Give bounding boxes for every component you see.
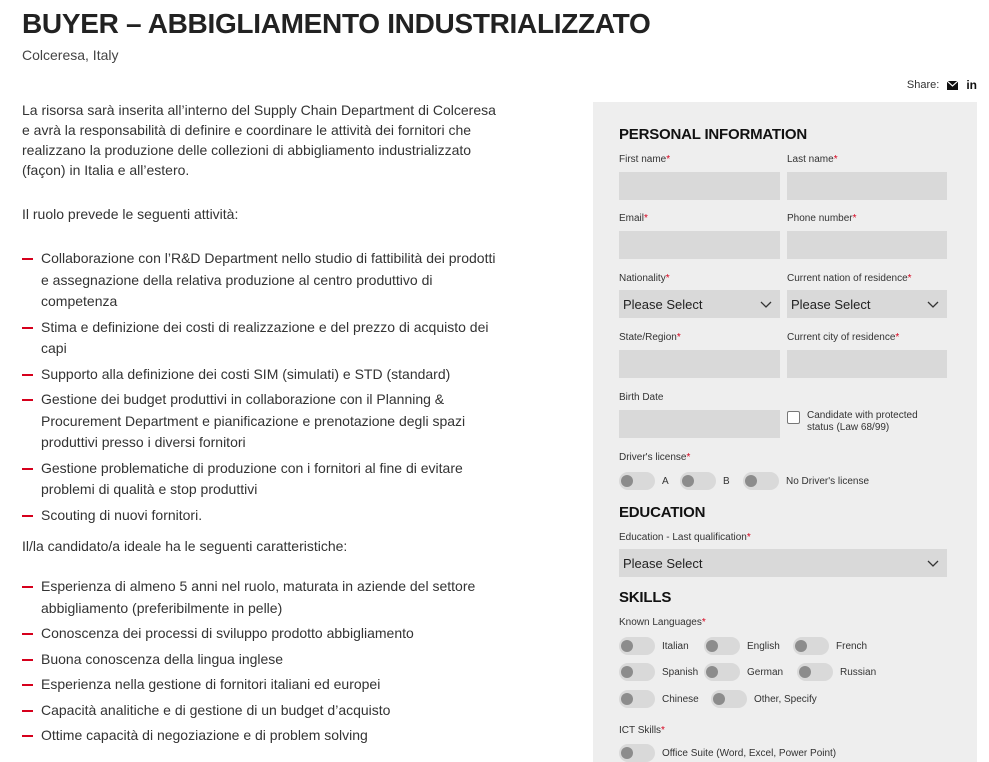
personal-info-heading: PERSONAL INFORMATION: [619, 126, 807, 143]
linkedin-icon[interactable]: in: [966, 78, 977, 92]
license-option: B: [680, 472, 743, 490]
first-name-label: First name*: [619, 154, 671, 165]
education-select[interactable]: [619, 549, 947, 577]
birth-date-label: Birth Date: [619, 392, 664, 403]
license-options: [619, 472, 869, 490]
phone-label: Phone number*: [787, 213, 857, 224]
license-b-toggle[interactable]: [680, 472, 716, 490]
language-option: Russian: [797, 663, 876, 681]
requirements-list: [22, 576, 502, 747]
protected-status: [787, 410, 932, 434]
city-label: Current city of residence*: [787, 332, 900, 343]
envelope-icon[interactable]: [947, 81, 958, 90]
email-input[interactable]: [619, 231, 780, 259]
protected-status-checkbox[interactable]: [787, 411, 800, 424]
city-input[interactable]: [787, 350, 947, 378]
page-title: BUYER – ABBIGLIAMENTO INDUSTRIALIZZATO: [22, 8, 651, 39]
ict-row: [619, 744, 836, 762]
job-location: Colceresa, Italy: [22, 47, 119, 63]
nationality-select[interactable]: [619, 290, 780, 318]
list-item: Supporto alla definizione dei costi SIM (simulati) e STD (standard): [22, 364, 502, 386]
languages-label: Known Languages*: [619, 617, 706, 628]
languages-row: [619, 663, 876, 681]
list-item: Stima e definizione dei costi di realizzazione e del prezzo di acquisto dei capi: [22, 317, 502, 360]
list-item: Esperienza di almeno 5 anni nel ruolo, maturata in aziende del settore abbigliamento (preferibilmente in pelle): [22, 576, 502, 619]
license-label: Driver's license*: [619, 452, 691, 463]
education-label: Education - Last qualification*: [619, 532, 751, 543]
nationality-value: Please Select: [623, 296, 703, 312]
education-heading: EDUCATION: [619, 504, 706, 521]
language-option: Italian: [619, 637, 704, 655]
list-item: Gestione problematiche di produzione con i fornitori al fine di evitare problemi di qualità e stop produttivi: [22, 458, 502, 501]
protected-status-label: Candidate with protected status (Law 68/99): [807, 410, 918, 433]
nationality-label: Nationality*: [619, 273, 670, 284]
last-name-input[interactable]: [787, 172, 947, 200]
residence-nation-label: Current nation of residence*: [787, 273, 912, 284]
language-option: French: [793, 637, 867, 655]
other-language-toggle[interactable]: [711, 690, 747, 708]
spanish-toggle[interactable]: [619, 663, 655, 681]
email-label: Email*: [619, 213, 648, 224]
language-option: English: [704, 637, 793, 655]
language-option: Other, Specify: [711, 690, 817, 708]
chevron-down-icon: [760, 301, 772, 308]
license-option: No Driver's license: [743, 472, 869, 490]
list-item: Capacità analitiche e di gestione di un budget d’acquisto: [22, 700, 502, 722]
phone-input[interactable]: [787, 231, 947, 259]
intro-paragraph: La risorsa sarà inserita all’interno del Supply Chain Department di Colceresa e avrà la responsabilità di definire e coordinare le attività dei fornitori che realizzano la produzione delle collezioni di abbigliamento industrializzato (façon) in Italia e all’estero.: [22, 102, 496, 178]
first-name-input[interactable]: [619, 172, 780, 200]
ict-label: ICT Skills*: [619, 725, 665, 736]
chevron-down-icon: [927, 560, 939, 567]
french-toggle[interactable]: [793, 637, 829, 655]
activities-list: [22, 248, 502, 526]
activities-intro: Il ruolo prevede le seguenti attività:: [22, 206, 239, 222]
birth-date-input[interactable]: [619, 410, 780, 438]
chevron-down-icon: [927, 301, 939, 308]
state-input[interactable]: [619, 350, 780, 378]
list-item: Gestione dei budget produttivi in collaborazione con il Planning & Procurement Department e pianificazione e prenotazione degli spazi produttivi presso i diversi fornitori: [22, 389, 502, 454]
license-option: A: [619, 472, 680, 490]
last-name-label: Last name*: [787, 154, 838, 165]
languages-row: [619, 637, 867, 655]
skills-heading: SKILLS: [619, 589, 672, 606]
list-item: Ottime capacità di negoziazione e di problem solving: [22, 725, 502, 747]
candidate-intro: Il/la candidato/a ideale ha le seguenti caratteristiche:: [22, 538, 348, 554]
language-option: Chinese: [619, 690, 711, 708]
language-option: Spanish: [619, 663, 704, 681]
state-label: State/Region*: [619, 332, 681, 343]
list-item: Esperienza nella gestione di fornitori italiani ed europei: [22, 674, 502, 696]
list-item: Scouting di nuovi fornitori.: [22, 505, 502, 527]
education-value: Please Select: [623, 555, 703, 571]
language-option: German: [704, 663, 797, 681]
russian-toggle[interactable]: [797, 663, 833, 681]
application-form: [593, 102, 977, 762]
list-item: Collaborazione con l’R&D Department nello studio di fattibilità dei prodotti e assegnazione della relativa produzione al centro produttivo di competenza: [22, 248, 502, 313]
share-bar: [907, 78, 977, 92]
no-license-toggle[interactable]: [743, 472, 779, 490]
license-a-toggle[interactable]: [619, 472, 655, 490]
italian-toggle[interactable]: [619, 637, 655, 655]
ict-option: Office Suite (Word, Excel, Power Point): [619, 744, 836, 762]
languages-row: [619, 690, 817, 708]
german-toggle[interactable]: [704, 663, 740, 681]
english-toggle[interactable]: [704, 637, 740, 655]
job-description: [22, 100, 502, 751]
share-label: Share:: [906, 79, 940, 91]
residence-nation-value: Please Select: [791, 296, 871, 312]
office-suite-toggle[interactable]: [619, 744, 655, 762]
list-item: Conoscenza dei processi di sviluppo prodotto abbigliamento: [22, 623, 502, 645]
list-item: Buona conoscenza della lingua inglese: [22, 649, 502, 671]
chinese-toggle[interactable]: [619, 690, 655, 708]
residence-nation-select[interactable]: [787, 290, 947, 318]
